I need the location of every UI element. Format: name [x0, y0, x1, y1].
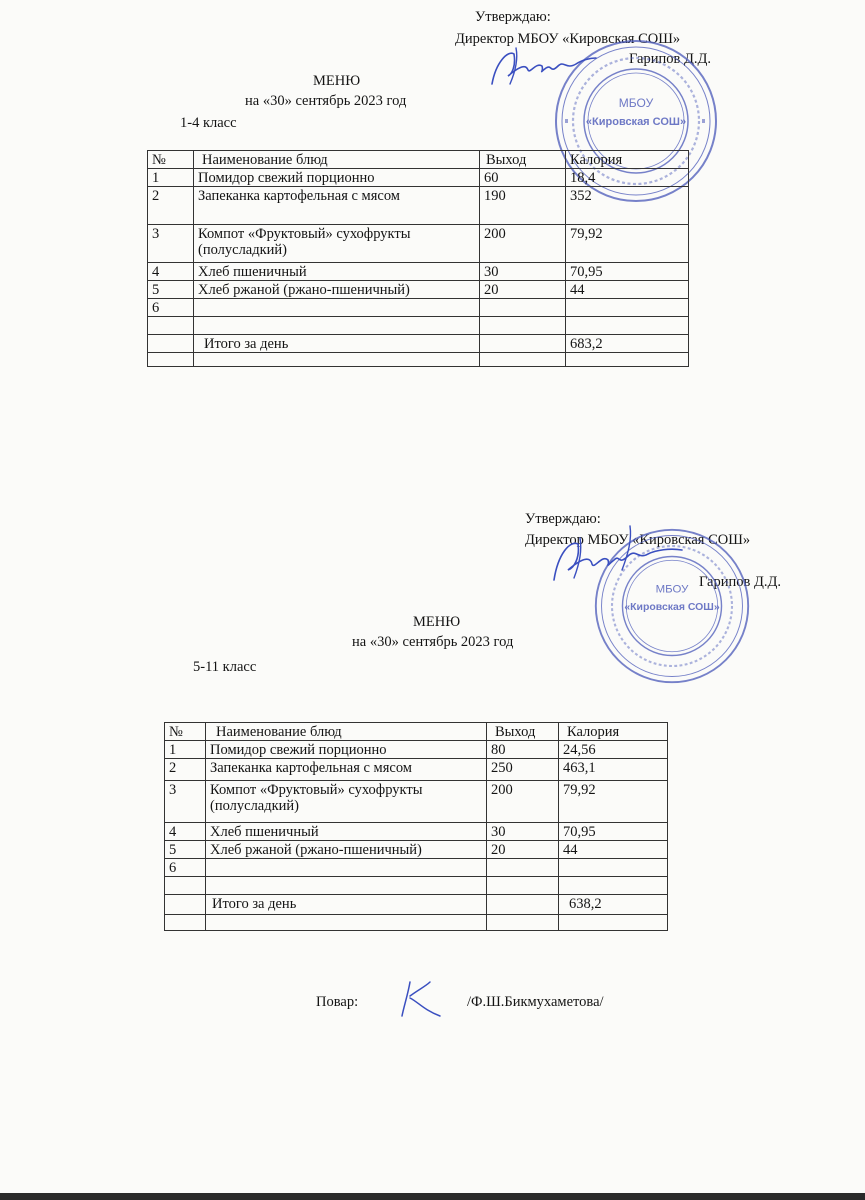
row-number: 3 [148, 225, 194, 263]
row-yield: 200 [487, 781, 559, 823]
menu2-title: МЕНЮ [413, 614, 461, 630]
table-total-row [148, 335, 689, 353]
row-calories: 24,56 [559, 741, 668, 759]
row-dish [194, 299, 480, 317]
stamp-name: «Кировская СОШ» [624, 601, 720, 613]
cook-label: Повар: [316, 994, 359, 1010]
total-value: 638,2 [559, 895, 668, 915]
menu1-grade: 1-4 класс [180, 115, 237, 131]
row-number: 2 [165, 759, 206, 781]
table-row [165, 759, 668, 781]
approval-line2: Директор МБОУ «Кировская СОШ» [455, 31, 681, 47]
col-header-calories: Калория [559, 723, 668, 741]
col-header-yield: Выход [480, 151, 566, 169]
row-number: 5 [148, 281, 194, 299]
table-header-row [165, 723, 668, 741]
row-calories: 79,92 [566, 225, 689, 263]
total-value: 683,2 [566, 335, 689, 353]
row-dish: Запеканка картофельная с мясом [194, 187, 480, 225]
row-dish: Помидор свежий порционно [194, 169, 480, 187]
row-number: 2 [148, 187, 194, 225]
row-calories: 18,4 [566, 169, 689, 187]
row-calories: 44 [566, 281, 689, 299]
row-yield: 30 [480, 263, 566, 281]
director-signature-icon [546, 520, 686, 586]
table-row [148, 281, 689, 299]
table-row-blank [165, 915, 668, 931]
table-header-row [148, 151, 689, 169]
row-yield: 190 [480, 187, 566, 225]
row-dish: Компот «Фруктовый» сухофрукты (полусладкий) [194, 225, 480, 263]
col-header-number: № [148, 151, 194, 169]
col-header-yield: Выход [487, 723, 559, 741]
approval2-line1: Утверждаю: [525, 511, 601, 527]
stamp-org: МБОУ [655, 583, 689, 596]
director-signature-icon [486, 44, 598, 92]
row-number: 1 [165, 741, 206, 759]
row-number: 1 [148, 169, 194, 187]
row-number: 4 [165, 823, 206, 841]
menu1-date: на «30» сентябрь 2023 год [245, 93, 407, 109]
col-header-dish: Наименование блюд [194, 151, 480, 169]
row-number: 6 [165, 859, 206, 877]
table-row [148, 187, 689, 225]
table-row [165, 781, 668, 823]
table-row [148, 263, 689, 281]
row-dish: Хлеб ржаной (ржано-пшеничный) [194, 281, 480, 299]
row-dish: Хлеб пшеничный [206, 823, 487, 841]
table-row-blank [148, 317, 689, 335]
col-header-calories: Калория [566, 151, 689, 169]
cook-signature-icon [396, 976, 444, 1020]
col-header-number: № [165, 723, 206, 741]
row-number: 4 [148, 263, 194, 281]
table-total-row [165, 895, 668, 915]
row-dish [206, 859, 487, 877]
row-calories: 44 [559, 841, 668, 859]
row-dish: Хлеб ржаной (ржано-пшеничный) [206, 841, 487, 859]
menu2-date: на «30» сентябрь 2023 год [352, 634, 514, 650]
row-yield: 30 [487, 823, 559, 841]
row-dish: Компот «Фруктовый» сухофрукты (полусладкий) [206, 781, 487, 823]
menu2-table [164, 722, 668, 931]
row-calories: 463,1 [559, 759, 668, 781]
row-calories: 352 [566, 187, 689, 225]
row-dish: Помидор свежий порционно [206, 741, 487, 759]
table-row [148, 169, 689, 187]
row-yield [487, 859, 559, 877]
menu1-title: МЕНЮ [313, 73, 361, 89]
row-number: 3 [165, 781, 206, 823]
row-dish: Запеканка картофельная с мясом [206, 759, 487, 781]
approval-line3: Гарипов Д.Д. [629, 51, 711, 67]
menu1-table [147, 150, 689, 367]
cook-name: /Ф.Ш.Бикмухаметова/ [467, 994, 604, 1010]
approval-line1: Утверждаю: [475, 9, 551, 25]
row-calories [559, 859, 668, 877]
row-yield: 20 [480, 281, 566, 299]
row-calories [566, 299, 689, 317]
row-yield [480, 299, 566, 317]
table-row [148, 299, 689, 317]
row-yield: 250 [487, 759, 559, 781]
row-dish: Хлеб пшеничный [194, 263, 480, 281]
menu2-grade: 5-11 класс [193, 659, 257, 675]
table-row [165, 841, 668, 859]
row-calories: 70,95 [566, 263, 689, 281]
row-calories: 79,92 [559, 781, 668, 823]
table-row [165, 741, 668, 759]
row-number: 5 [165, 841, 206, 859]
table-row [165, 859, 668, 877]
stamp-org: МБОУ [618, 96, 654, 110]
row-calories: 70,95 [559, 823, 668, 841]
row-number: 6 [148, 299, 194, 317]
approval2-line3: Гарипов Д.Д. [699, 574, 781, 590]
row-yield: 80 [487, 741, 559, 759]
row-yield: 200 [480, 225, 566, 263]
row-yield: 20 [487, 841, 559, 859]
row-yield: 60 [480, 169, 566, 187]
table-row-blank [148, 353, 689, 367]
stamp-name: «Кировская СОШ» [585, 116, 687, 128]
approval2-line2: Директор МБОУ «Кировская СОШ» [525, 532, 751, 548]
scan-bottom-edge [0, 1193, 865, 1200]
total-label: Итого за день [194, 335, 480, 353]
table-row [148, 225, 689, 263]
col-header-dish: Наименование блюд [206, 723, 487, 741]
table-row-blank [165, 877, 668, 895]
total-label: Итого за день [206, 895, 487, 915]
table-row [165, 823, 668, 841]
